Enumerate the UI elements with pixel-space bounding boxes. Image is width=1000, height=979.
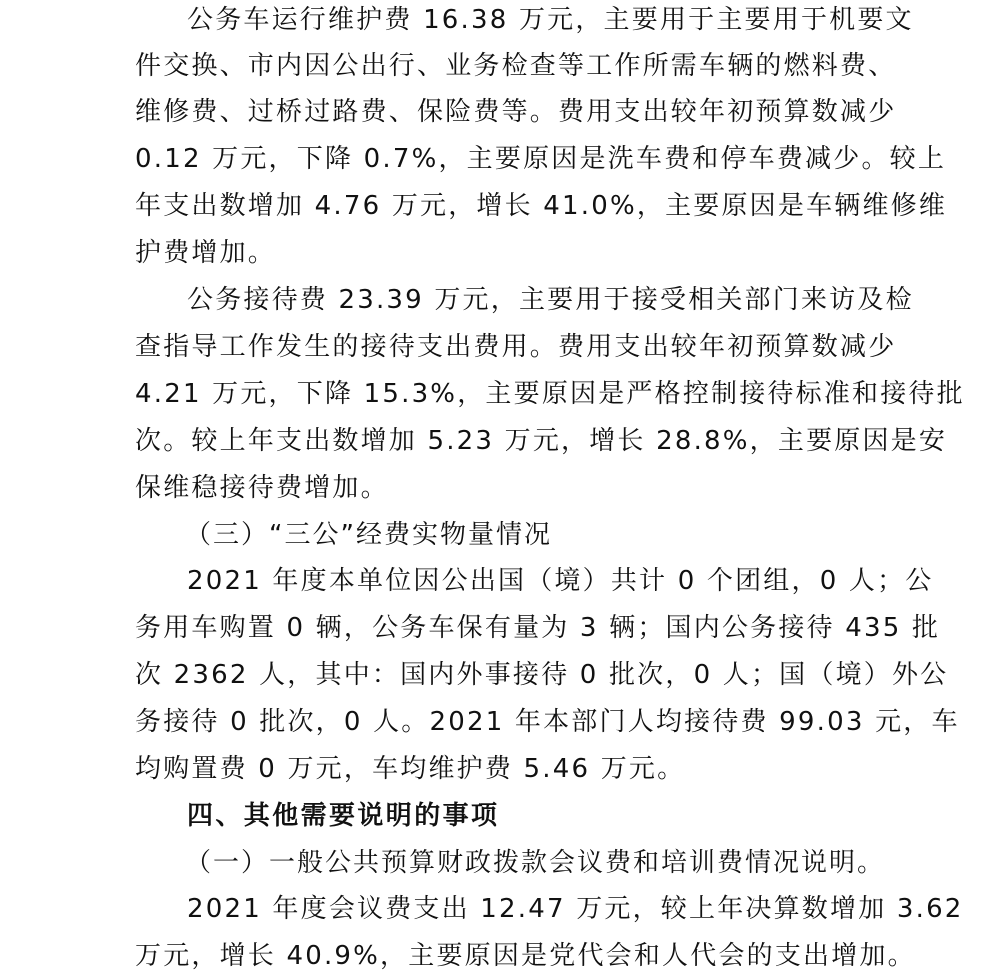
vehicle-paragraph-line-1: 公务车运行维护费 16.38 万元，主要用于主要用于机要文 bbox=[187, 5, 914, 35]
physical-paragraph-line-2: 务用车购置 0 辆，公务车保有量为 3 辆；国内公务接待 435 批 bbox=[135, 613, 941, 643]
reception-paragraph-line-5: 保维稳接待费增加。 bbox=[135, 473, 389, 503]
vehicle-paragraph-line-3: 维修费、过桥过路费、保险费等。费用支出较年初预算数减少 bbox=[135, 97, 897, 127]
section-4-heading: 四、其他需要说明的事项 bbox=[187, 801, 500, 831]
section-3-heading: （三）“三公”经费实物量情况 bbox=[185, 520, 552, 550]
physical-paragraph-line-4: 务接待 0 批次，0 人。2021 年本部门人均接待费 99.03 元，车 bbox=[135, 707, 960, 737]
subsection-1-heading: （一）一般公共预算财政拨款会议费和培训费情况说明。 bbox=[185, 848, 886, 878]
reception-paragraph-line-1: 公务接待费 23.39 万元，主要用于接受相关部门来访及检 bbox=[187, 285, 914, 315]
vehicle-paragraph-line-2: 件交换、市内因公出行、业务检查等工作所需车辆的燃料费、 bbox=[135, 51, 897, 81]
vehicle-paragraph-line-4: 0.12 万元，下降 0.7%，主要原因是洗车费和停车费减少。较上 bbox=[135, 144, 947, 174]
physical-paragraph-line-5: 均购置费 0 万元，车均维护费 5.46 万元。 bbox=[135, 754, 686, 784]
reception-paragraph-line-3: 4.21 万元，下降 15.3%，主要原因是严格控制接待标准和接待批 bbox=[135, 379, 965, 409]
physical-paragraph-line-1: 2021 年度本单位因公出国（境）共计 0 个团组，0 人；公 bbox=[187, 566, 934, 596]
meeting-paragraph-line-1: 2021 年度会议费支出 12.47 万元，较上年决算数增加 3.62 bbox=[187, 894, 964, 924]
vehicle-paragraph-line-5: 年支出数增加 4.76 万元，增长 41.0%，主要原因是车辆维修维 bbox=[135, 191, 948, 221]
reception-paragraph-line-4: 次。较上年支出数增加 5.23 万元，增长 28.8%，主要原因是安 bbox=[135, 426, 948, 456]
reception-paragraph-line-2: 查指导工作发生的接待支出费用。费用支出较年初预算数减少 bbox=[135, 332, 897, 362]
vehicle-paragraph-line-6: 护费增加。 bbox=[135, 238, 277, 268]
meeting-paragraph-line-2: 万元，增长 40.9%，主要原因是党代会和人代会的支出增加。 bbox=[135, 941, 916, 971]
physical-paragraph-line-3: 次 2362 人，其中：国内外事接待 0 批次，0 人；国（境）外公 bbox=[135, 660, 949, 690]
